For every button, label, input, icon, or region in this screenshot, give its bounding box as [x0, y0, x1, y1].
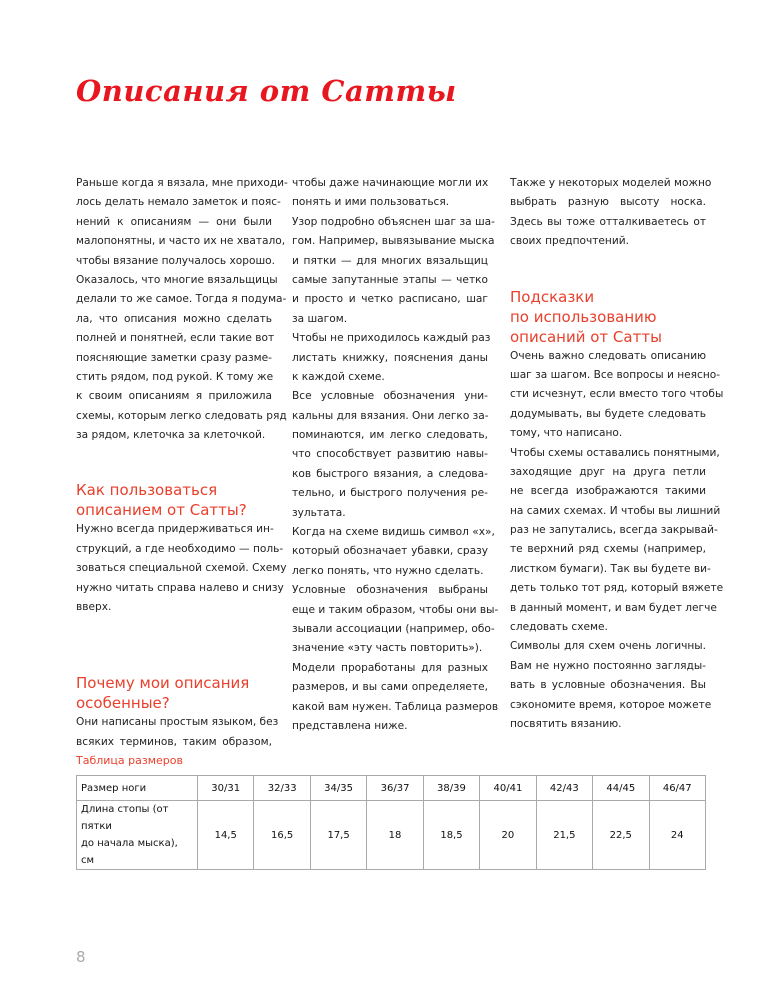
text-line: к своим описаниям я приложила [76, 390, 272, 403]
text-line: Символы для схем очень логичны. [510, 640, 706, 653]
text-line: Нужно всегда придерживаться ин- [76, 523, 274, 536]
text-line: листком бумаги). Так вы будете ви- [510, 562, 711, 575]
text-line: сти исчезнут, если вместо того чтобы [510, 388, 724, 401]
text-column-1 [76, 174, 288, 752]
text-line: размеров, и вы сами определяете, [292, 681, 488, 694]
section-heading [76, 480, 272, 520]
heading-line: по использованию [510, 307, 657, 326]
text-line: за шагом. [292, 312, 348, 325]
paragraph [76, 174, 288, 445]
paragraph [292, 213, 495, 329]
text-line: вверх. [76, 601, 112, 614]
paragraph [292, 387, 488, 523]
text-line: Узор подробно объяснен шаг за ша- [292, 215, 495, 228]
length-cell: 14,5 [198, 801, 254, 870]
text-column-2 [292, 174, 499, 736]
size-cell: 34/35 [310, 776, 366, 801]
paragraph [510, 347, 724, 444]
text-line: понять и ими пользоваться. [292, 196, 450, 209]
text-line: представлена ниже. [292, 719, 408, 732]
text-line: в данный момент, и вам будет легче [510, 601, 717, 614]
page-title: Описания от Сатты [76, 74, 457, 108]
text-line: Они написаны простым языком, без [76, 716, 279, 729]
size-cell: 44/45 [593, 776, 649, 801]
text-line: и пятки — для многих вязальщиц [292, 254, 488, 267]
text-line: не всегда изображаются такими [510, 485, 706, 498]
length-cell: 24 [649, 801, 706, 870]
text-line: своих предпочтений. [510, 235, 629, 248]
text-line: зывали ассоциации (например, обо- [292, 622, 495, 635]
length-cell: 20 [480, 801, 536, 870]
text-line: Раньше когда я вязала, мне приходи- [76, 177, 288, 189]
text-line: значение «эту часть повторить»). [292, 642, 483, 655]
text-line: Условные обозначения выбраны [292, 584, 488, 597]
text-line: заходящие друг на друга петли [510, 465, 706, 478]
text-line: те верхний ряд схемы (например, [510, 543, 706, 556]
text-line: к каждой схеме. [292, 370, 385, 383]
heading-line: особенные? [76, 694, 170, 713]
paragraph [292, 659, 499, 737]
text-line: додумывать, вы будете следовать [510, 407, 706, 420]
row-header-line: до начала мыска), см [81, 838, 178, 866]
heading-line: Подсказки [510, 287, 595, 306]
text-line: легко понять, что нужно сделать. [292, 564, 484, 577]
section-heading [76, 673, 272, 713]
heading-line: описанием от Сатты? [76, 501, 247, 520]
text-line: Когда на схеме видишь символ «х», [292, 526, 495, 539]
row-header [77, 801, 198, 870]
text-line: гом. Например, вывязывание мыска [292, 235, 495, 248]
text-line: шаг за шагом. Все вопросы и неясно- [510, 368, 721, 381]
length-cell: 22,5 [593, 801, 649, 870]
text-line: зультата. [292, 506, 346, 519]
row-header-line: Длина стопы (от пятки [81, 804, 169, 832]
text-line: какой вам нужен. Таблица размеров [292, 700, 499, 713]
paragraph [292, 523, 495, 581]
text-line: Все условные обозначения уни- [292, 390, 488, 403]
heading-line: описаний от Сатты [510, 327, 662, 346]
text-line: Оказалось, что многие вязальщицы [76, 273, 278, 286]
text-line: всяких терминов, таким образом, [76, 735, 272, 748]
text-line: который обозначает убавки, сразу [292, 545, 488, 558]
text-line: листать книжку, пояснения даны [292, 351, 488, 364]
size-cell: 36/37 [367, 776, 423, 801]
text-line: ков быстрого вязания, а следова- [292, 467, 488, 480]
text-line: нений к описаниям — они были [76, 215, 272, 228]
text-line: следовать схеме. [510, 621, 608, 634]
text-line: Очень важно следовать описанию [510, 349, 706, 362]
text-line: тельно, и быстрого получения ре- [292, 487, 488, 500]
text-line: полней и понятней, если такие вот [76, 332, 275, 345]
text-column-3 [510, 174, 724, 734]
text-line: нужно читать справа налево и снизу [76, 581, 284, 594]
text-line: делали то же самое. Тогда я подума- [76, 293, 287, 306]
text-line: лось делать немало заметок и пояс- [76, 196, 281, 209]
text-line: ла, что описания можно сделать [76, 312, 272, 325]
text-line: посвятить вязанию. [510, 717, 622, 730]
paragraph [510, 174, 712, 252]
size-table [76, 775, 706, 870]
length-cell: 17,5 [310, 801, 366, 870]
text-line: Здесь вы тоже отталкиваетесь от [510, 215, 706, 228]
text-line: тому, что написано. [510, 427, 623, 440]
length-row [77, 801, 706, 870]
size-cell: 38/39 [423, 776, 479, 801]
size-cell: 46/47 [649, 776, 706, 801]
text-line: выбрать разную высоту носка. [510, 196, 706, 209]
text-line: Также у некоторых моделей можно [510, 177, 712, 189]
text-line: раз не запутались, всегда закрывай- [510, 524, 718, 537]
size-row [77, 776, 706, 801]
text-line: малопонятны, и часто их не хватало, [76, 235, 286, 248]
paragraph [510, 444, 724, 638]
paragraph [292, 329, 491, 387]
text-line: Вам не нужно постоянно загляды- [510, 659, 706, 672]
text-line: зоваться специальной схемой. Схему [76, 562, 287, 575]
heading-line: Почему мои описания [76, 674, 250, 693]
text-line: самые запутанные этапы — четко [292, 273, 488, 286]
paragraph [76, 713, 279, 752]
text-line: Модели проработаны для разных [292, 661, 488, 674]
text-line: Чтобы схемы оставались понятными, [510, 446, 720, 459]
text-line: за рядом, клеточка за клеточкой. [76, 429, 266, 442]
text-line: струкций, а где необходимо — поль- [76, 542, 284, 555]
text-line: стить рядом, под рукой. К тому же [76, 370, 274, 383]
size-cell: 32/33 [254, 776, 310, 801]
size-cell: 30/31 [198, 776, 254, 801]
row-header: Размер ноги [77, 776, 198, 801]
length-cell: 18,5 [423, 801, 479, 870]
text-line: вать в условные обозначения. Вы [510, 679, 706, 692]
length-cell: 21,5 [536, 801, 592, 870]
text-line: кальны для вязания. Они легко за- [292, 409, 489, 422]
text-line: чтобы даже начинающие могли их [292, 177, 489, 189]
text-line: деть только тот ряд, который вяжете [510, 582, 724, 595]
paragraph [292, 174, 488, 213]
paragraph [76, 520, 287, 617]
paragraph [292, 581, 499, 659]
text-line: еще и таким образом, чтобы они вы- [292, 603, 499, 616]
size-cell: 40/41 [480, 776, 536, 801]
text-line: Чтобы не приходилось каждый раз [292, 332, 491, 345]
text-line: поминаются, им легко следовать, [292, 429, 488, 442]
text-line: сэкономите время, которое можете [510, 698, 712, 711]
paragraph [510, 637, 712, 734]
length-cell: 16,5 [254, 801, 310, 870]
length-cell: 18 [367, 801, 423, 870]
text-line: чтобы вязание получалось хорошо. [76, 254, 276, 267]
page-number: 8 [76, 948, 86, 966]
heading-line: Как пользоваться [76, 481, 218, 500]
text-line: что способствует развитию навы- [292, 448, 488, 461]
section-heading [510, 287, 706, 347]
text-line: на самих схемах. И чтобы вы лишний [510, 504, 721, 517]
text-line: и просто и четко расписано, шаг [292, 293, 488, 306]
table-caption: Таблица размеров [76, 754, 183, 767]
size-cell: 42/43 [536, 776, 592, 801]
text-line: поясняющие заметки сразу разме- [76, 351, 272, 364]
text-line: схемы, которым легко следовать ряд [76, 409, 287, 422]
